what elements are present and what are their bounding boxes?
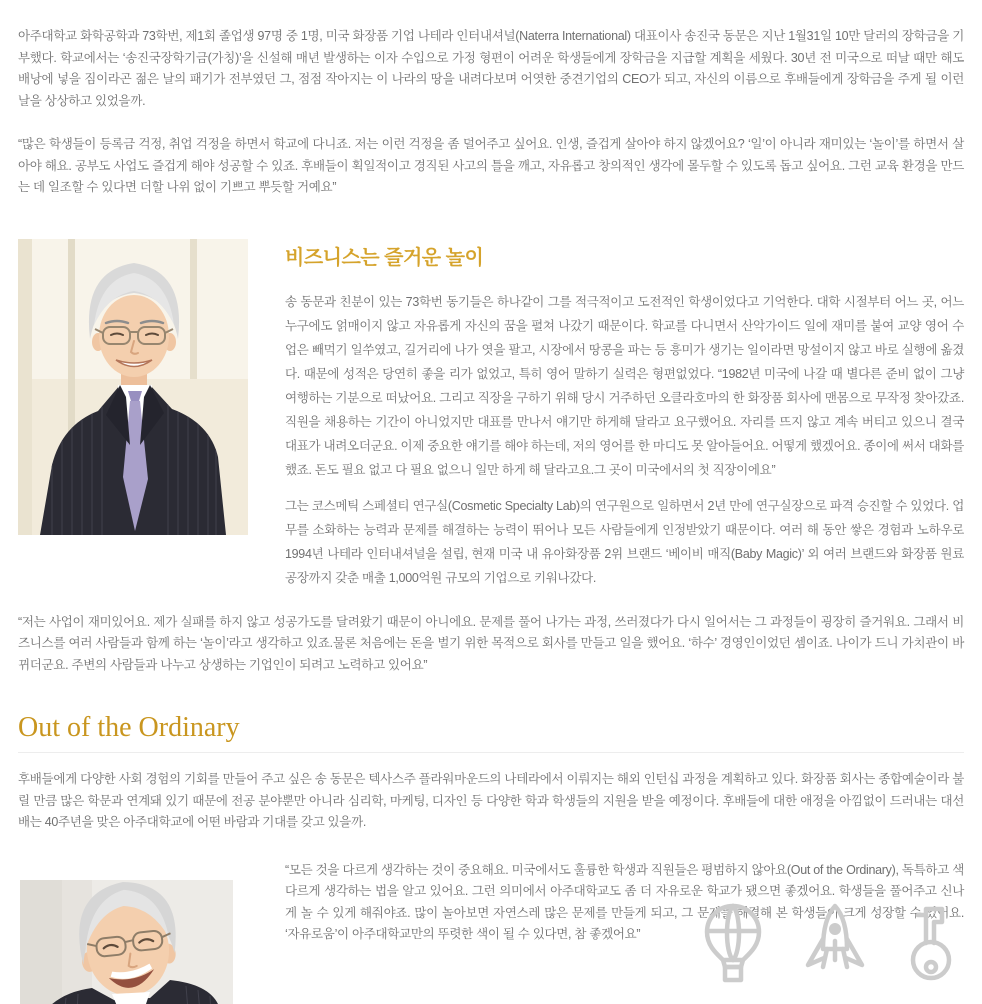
section-business-paragraph-2: 그는 코스메틱 스페셜티 연구실(Cosmetic Specialty Lab)의 연구원으로 일하면서 2년 만에 연구실장으로 파격 승진할 수 있었다. 업무를 소화하는 능력과 문제를 해결하는 능력이 뛰어나 모든 사람들에게 인정받았기 때문이다. 여러 해 동안 쌓은 경험과 노하우로 1994년 나테라 인터내셔널을 설립, 현재 미국 내 유아화장품 2위 브랜드 ‘베이비 매직(Baby Magic)’ 외 여러 브랜드와 화장품 원료 공장까지 갖춘 매출 1,000억원 규모의 기업으로 키워나갔다. (285, 498, 964, 585)
hot-air-balloon-icon (704, 903, 762, 983)
heading-divider (18, 752, 964, 753)
section-heading-business-is-play: 비즈니스는 즐거운 놀이 (285, 246, 484, 269)
section-business-content (285, 239, 964, 590)
section-business-is-play (18, 239, 964, 590)
section-heading-out-of-the-ordinary: Out of the Ordinary (18, 712, 240, 743)
portrait-photo-laughing (20, 880, 233, 1004)
intro-paragraph: 아주대학교 화학공학과 73학번, 제1회 졸업생 97명 중 1명, 미국 화장품 기업 나테라 인터내셔널(Naterra International) 대표이사 송진국 동문은 지난 1월31일 10만 달러의 장학금을 기부했다. 학교에서는 ‘송진국장학기금(가칭)’을 신설해 매년 발생하는 이자 수입으로 가정 형편이 어려운 학생들에게 장학금을 지급할 계획을 세웠다. 30년 전 미국으로 떠날 때만 해도 배낭에 넣을 짐이라곤 젊은 날의 패기가 전부였던 그, 점점 작아지는 이 나라의 땅을 내려다보며 어엿한 중견기업의 CEO가 되고, 자신의 이름으로 후배들에게 장학금을 주게 될 이런 날을 상상하고 있었을까. (18, 29, 964, 108)
quote-paragraph-1: “많은 학생들이 등록금 걱정, 취업 걱정을 하면서 학교에 다니죠. 저는 이런 걱정을 좀 덜어주고 싶어요. 인생, 즐겁게 살아야 하지 않겠어요? ‘일’이 아니라 재미있는 ‘놀이’를 하면서 살아야 해요. 공부도 사업도 즐겁게 해야 성공할 수 있죠. 후배들이 획일적이고 경직된 사고의 틀을 깨고, 자유롭고 창의적인 생각에 몰두할 수 있도록 돕고 싶어요. 그런 교육 환경을 만드는 데 일조할 수 있다면 더할 나위 없이 기쁘고 뿌듯할 거예요” (18, 137, 964, 194)
key-icon (908, 903, 954, 983)
portrait-photo-illustration (18, 239, 248, 535)
laughing-photo-illustration (20, 880, 233, 1004)
section-ordinary-paragraph: 후배들에게 다양한 사회 경험의 기회를 만들어 주고 싶은 송 동문은 텍사스주 플라워마운드의 나테라에서 이뤄지는 해외 인턴십 과정을 계획하고 있다. 화장품 회사는 종합예술이라 불릴 만큼 많은 학문과 연계돼 있기 때문에 전공 분야뿐만 아니라 심리학, 마케팅, 디자인 등 다양한 학과 학생들의 지원을 받을 예정이다. 후배들에 대한 애정을 아낌없이 드러내는 대선배는 40주년을 맞은 아주대학교에 어떤 바람과 기대를 갖고 있을까. (18, 772, 964, 829)
rocket-icon (804, 903, 866, 983)
quote-paragraph-3: “모든 것을 다르게 생각하는 것이 중요해요. 미국에서도 훌륭한 학생과 직원들은 평범하지 않아요(Out of the Ordinary), 독특하고 색다르게 생각하는 법을 알고 있어요. 그런 의미에서 아주대학교도 좀 더 자유로운 학교가 됐으면 좋겠어요. 학생들을 풀어주고 신나게 놀 수 있게 해줘야죠. 많이 놀아보면 자연스레 많은 문제를 만들게 되고, 그 문제를 해결해 본 학생들이 크게 성장할 수 있어요. ‘자유로움’이 아주대학교만의 뚜렷한 색이 될 수 있다면, 참 좋겠어요” (285, 862, 964, 941)
quote-paragraph-2: “저는 사업이 재미있어요. 제가 실패를 하지 않고 성공가도를 달려왔기 때문이 아니에요. 문제를 풀어 나가는 과정, 쓰러졌다가 다시 일어서는 그 과정들이 굉장히 즐거워요. 그래서 비즈니스를 여러 사람들과 함께 하는 ‘놀이’라고 생각하고 있죠.물론 처음에는 돈을 벌기 위한 목적으로 회사를 만들고 일을 했어요. ‘하수’ 경영인이었던 셈이죠. 나이가 드니 가치관이 바뀌더군요. 주변의 사람들과 나누고 상생하는 기업인이 되려고 노력하고 있어요” (18, 614, 964, 672)
decorative-icon-row (704, 903, 954, 983)
portrait-photo-suit (18, 239, 248, 535)
section-business-paragraph-1: 송 동문과 친분이 있는 73학번 동기들은 하나같이 그를 적극적이고 도전적인 학생이었다고 기억한다. 대학 시절부터 어느 곳, 어느 누구에도 얽매이지 않고 자유롭게 자신의 꿈을 펼쳐 나갔기 때문이다. 학교를 다니면서 산악가이드 일에 재미를 붙여 교양 영어 수업은 빼먹기 일쑤였고, 길거리에 나가 엿을 팔고, 시장에서 땅콩을 파는 등 흥미가 생기는 일이라면 망설이지 않고 바로 실행에 옮겼다. 때문에 성적은 당연히 좋을 리가 없었고, 특히 영어 말하기 실력은 형편없었다. “1982년 미국에 나갈 때 별다른 준비 없이 그냥 여행하는 기분으로 떠났어요. 그리고 직장을 구하기 위해 당시 거주하던 오클라호마의 한 화장품 회사에 맨몸으로 무작정 찾아갔죠. 직원을 채용하는 기간이 아니었지만 대표를 만나서 얘기만 하게해 달라고 요구했어요. 자리를 뜨지 않고 계속 버티고 있으니 결국 대표가 내려오더군요. 이제 중요한 얘기를 해야 하는데, 저의 영어를 한 마디도 못 알아들어요. 어떻게 했겠어요. 종이에 써서 대화를 했죠. 돈도 필요 없고 다 필요 없으니 일만 하게 해 달라고요.그 곳이 미국에서의 첫 직장이에요” (285, 294, 964, 477)
